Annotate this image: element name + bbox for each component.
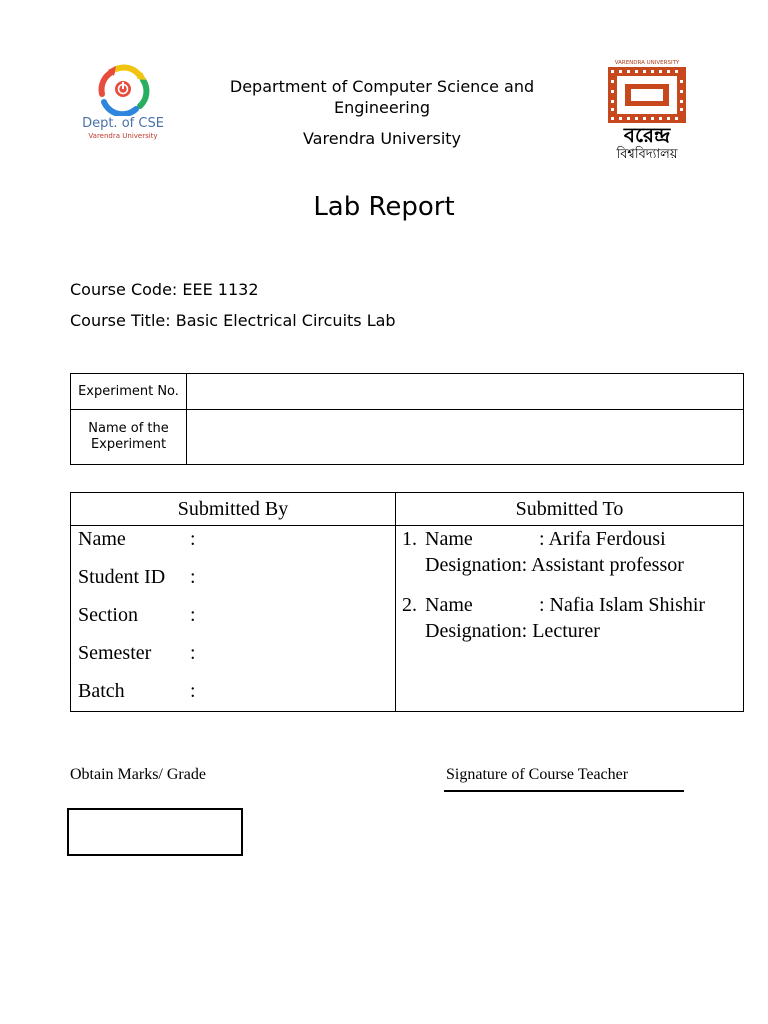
vu-logo-text: VARENDRA UNIVERSITY xyxy=(614,60,680,66)
submitted-to-cell xyxy=(396,526,744,712)
submitted-to-header: Submitted To xyxy=(396,493,744,526)
teacher-1-designation-label: Designation: xyxy=(425,554,528,576)
vu-logo-bangla-line1: বরেন্দ্র xyxy=(623,123,671,147)
experiment-name-label: Name of the Experiment xyxy=(71,410,187,465)
teacher-2-designation: Lecturer xyxy=(532,620,600,642)
teacher-2-name: : Nafia Islam Shishir xyxy=(539,594,706,616)
dept-logo-emblem xyxy=(82,62,164,116)
field-student-id xyxy=(78,566,196,589)
field-batch-sep: : xyxy=(190,680,196,702)
submitted-by-header: Submitted By xyxy=(71,493,396,526)
teacher-2-designation-row xyxy=(425,620,600,643)
field-student-id-label: Student ID xyxy=(78,566,166,588)
marks-box[interactable] xyxy=(67,808,243,856)
teacher-1-name-label: Name xyxy=(425,528,473,550)
experiment-name-field[interactable] xyxy=(187,410,744,465)
experiment-no-label: Experiment No. xyxy=(71,374,187,410)
submitted-by-cell[interactable] xyxy=(71,526,396,712)
signature-line xyxy=(444,790,684,792)
vu-logo-emblem xyxy=(604,58,690,162)
course-title: Course Title: Basic Electrical Circuits Lab xyxy=(70,311,396,330)
signature-label: Signature of Course Teacher xyxy=(446,766,629,783)
university-name: Varendra University xyxy=(302,129,462,148)
obtain-marks-label: Obtain Marks/ Grade xyxy=(70,766,206,783)
dept-cse-logo xyxy=(82,62,164,146)
experiment-no-field[interactable] xyxy=(187,374,744,410)
field-section xyxy=(78,604,196,627)
field-name-label: Name xyxy=(78,528,126,550)
field-section-sep: : xyxy=(190,604,196,626)
field-semester xyxy=(78,642,196,665)
field-semester-label: Semester xyxy=(78,642,152,664)
teacher-2-name-row xyxy=(402,594,705,617)
field-name xyxy=(78,528,196,551)
department-name: Department of Computer Science and Engineering xyxy=(229,77,535,117)
field-batch xyxy=(78,680,196,703)
experiment-table xyxy=(70,373,744,465)
field-batch-label: Batch xyxy=(78,680,125,702)
teacher-1-designation: Assistant professor xyxy=(531,554,684,576)
teacher-2-num: 2. xyxy=(402,594,417,616)
varendra-university-logo xyxy=(604,58,690,162)
dept-logo-text: Dept. of CSE xyxy=(82,116,164,131)
field-student-id-sep: : xyxy=(190,566,196,588)
course-code: Course Code: EEE 1132 xyxy=(70,280,259,299)
teacher-2-name-label: Name xyxy=(425,594,473,616)
dept-logo-subtext: Varendra University xyxy=(88,132,158,140)
report-title: Lab Report xyxy=(313,192,455,222)
field-section-label: Section xyxy=(78,604,138,626)
teacher-1-designation-row xyxy=(425,554,684,577)
submission-table xyxy=(70,492,744,712)
field-semester-sep: : xyxy=(190,642,196,664)
teacher-2-designation-label: Designation: xyxy=(425,620,528,642)
teacher-1-name: : Arifa Ferdousi xyxy=(539,528,666,550)
field-name-sep: : xyxy=(190,528,196,550)
teacher-1-num: 1. xyxy=(402,528,417,550)
teacher-1-name-row xyxy=(402,528,666,551)
vu-logo-bangla-line2: বিশ্ববিদ্যালয় xyxy=(616,147,678,162)
